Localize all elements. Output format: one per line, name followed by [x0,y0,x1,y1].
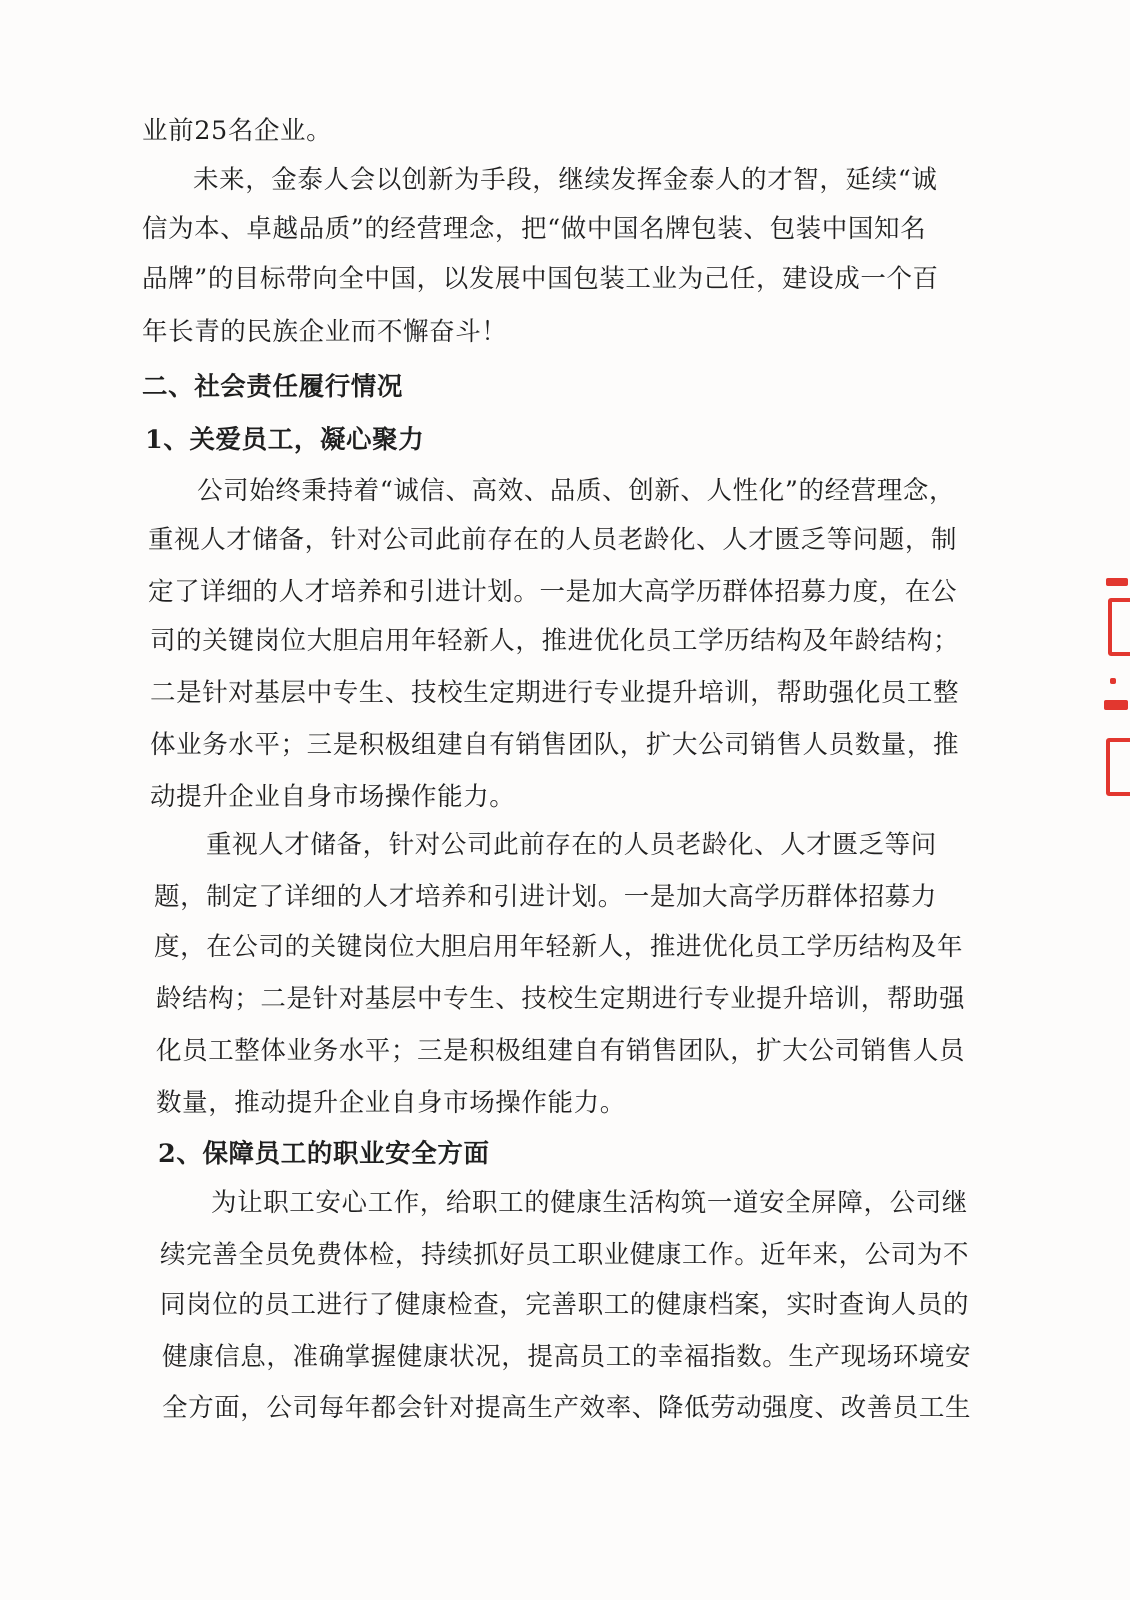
paragraph-line: 续完善全员免费体检，持续抓好员工职业健康工作。近年来，公司为不 [160,1240,970,1270]
paragraph-line: 题，制定了详细的人才培养和引进计划。一是加大高学历群体招募力 [154,882,938,912]
paragraph-line: 司的关键岗位大胆启用年轻新人，推进优化员工学历结构及年龄结构； [150,626,960,656]
paragraph-line: 重视人才储备，针对公司此前存在的人员老龄化、人才匮乏等问 [206,830,937,860]
paragraph-line: 同岗位的员工进行了健康检查，完善职工的健康档案，实时查询人员的 [160,1290,970,1320]
section-heading: 二、社会责任履行情况 [142,372,404,402]
paragraph-line: 未来，金泰人会以创新为手段，继续发挥金泰人的才智，延续“诚 [193,165,938,195]
subsection-heading: 2、保障员工的职业安全方面 [158,1139,490,1169]
paragraph-line: 二是针对基层中专生、技校生定期进行专业提升培训，帮助强化员工整 [150,678,960,708]
paragraph-line: 重视人才储备，针对公司此前存在的人员老龄化、人才匮乏等问题，制 [148,525,958,555]
paragraph-line: 度，在公司的关键岗位大胆启用年轻新人，推进优化员工学历结构及年 [154,932,964,962]
paragraph-line: 品牌”的目标带向全中国，以发展中国包装工业为己任，建设成一个百 [142,264,939,294]
paragraph-line: 定了详细的人才培养和引进计划。一是加大高学历群体招募力度，在公 [148,577,958,607]
paragraph-line: 公司始终秉持着“诚信、高效、品质、创新、人性化”的经营理念， [197,476,956,506]
paragraph-line: 信为本、卓越品质”的经营理念，把“做中国名牌包装、包装中国知名 [142,214,927,244]
paragraph-line: 体业务水平；三是积极组建自有销售团队，扩大公司销售人员数量，推 [150,730,960,760]
paragraph-line: 化员工整体业务水平；三是积极组建自有销售团队，扩大公司销售人员 [156,1036,966,1066]
paragraph-line: 为让职工安心工作，给职工的健康生活构筑一道安全屏障，公司继 [211,1188,968,1218]
subsection-heading: 1、关爱员工，凝心聚力 [145,425,425,455]
paragraph-line: 全方面，公司每年都会针对提高生产效率、降低劳动强度、改善员工生 [162,1393,972,1423]
paragraph-line: 龄结构；二是针对基层中专生、技校生定期进行专业提升培训，帮助强 [156,984,966,1014]
paragraph-line: 年长青的民族企业而不懈奋斗！ [142,317,508,347]
paragraph-line: 动提升企业自身市场操作能力。 [150,782,516,812]
paragraph-line: 业前25名企业。 [142,116,333,146]
paragraph-line: 健康信息，准确掌握健康状况，提高员工的幸福指数。生产现场环境安 [162,1342,972,1372]
paragraph-line: 数量，推动提升企业自身市场操作能力。 [156,1088,626,1118]
seal-stamp-fragment [1100,578,1130,800]
